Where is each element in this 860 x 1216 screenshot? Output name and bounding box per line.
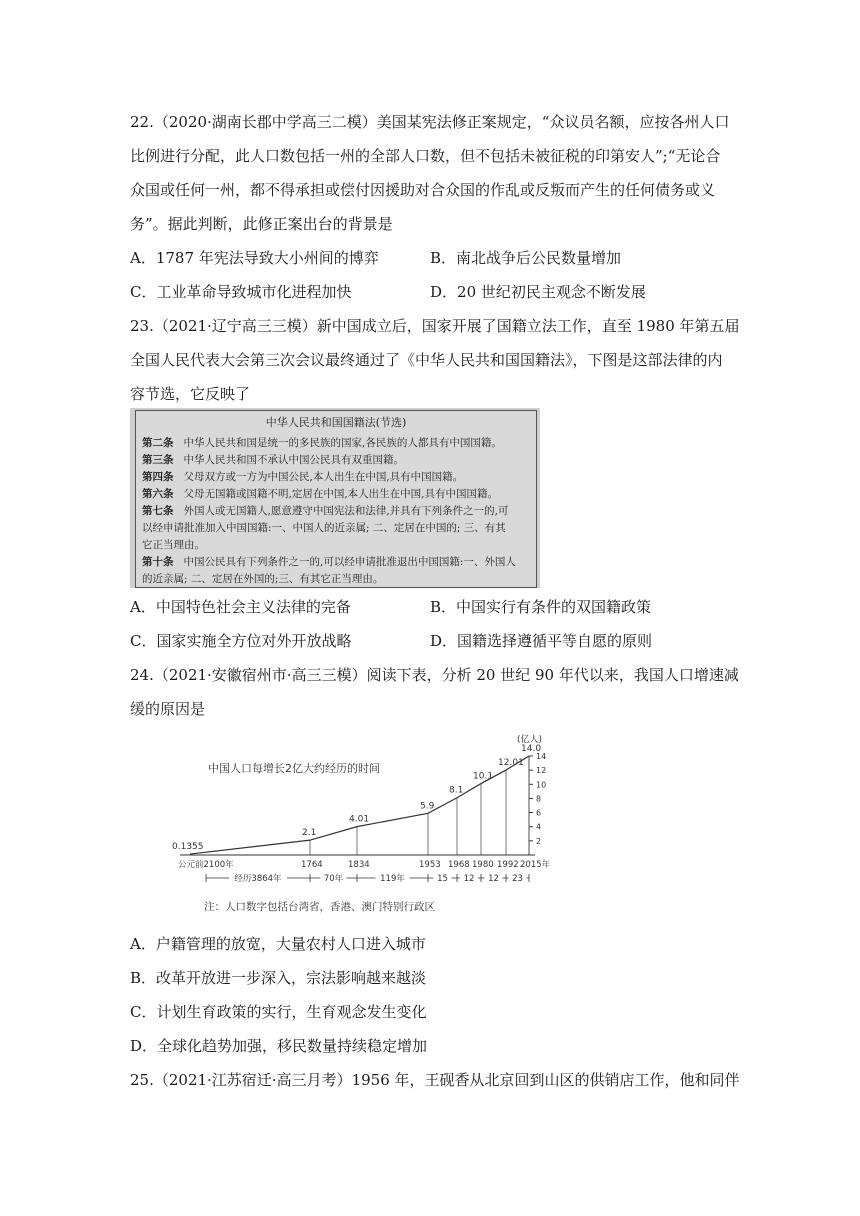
- interval-label: 经历3864年: [234, 874, 282, 884]
- q22-option-c: C．工业革命导致城市化进程加快: [130, 283, 352, 301]
- q23-option-c: C．国家实施全方位对外开放战略: [130, 632, 352, 650]
- excerpt-title: 中华人民共和国国籍法(节选): [265, 416, 407, 429]
- q24-option-a: A．户籍管理的放宽，大量农村人口进入城市: [130, 935, 426, 953]
- y-tick-label: 4: [536, 822, 542, 832]
- question-22-line-3: 众国或任何一州，都不得承担或偿付因援助对合众国的作乱或反叛而产生的任何债务或义: [130, 181, 716, 199]
- x-tick-label: 1968: [448, 860, 470, 870]
- question-24-line-2: 缓的原因是: [130, 700, 206, 718]
- interval-label: 12: [488, 874, 499, 884]
- interval-label: 23: [512, 874, 523, 884]
- q24-option-c: C．计划生育政策的实行，生育观念发生变化: [130, 1003, 427, 1021]
- chart-title: 中国人口每增长2亿大约经历的时间: [208, 762, 380, 775]
- data-value-label: 12.01: [498, 758, 524, 769]
- excerpt-row: 第四条 父母双方或一方为中国公民,本人出生在中国,具有中国国籍。: [142, 471, 464, 483]
- x-tick-label: 1992: [497, 860, 519, 870]
- y-tick-label: 8: [536, 794, 542, 804]
- q22-option-b: B．南北战争后公民数量增加: [430, 249, 622, 267]
- y-tick-label: 14: [536, 752, 547, 761]
- excerpt-row: 的近亲属; 二、定居在外国的;三、有其它正当理由。: [142, 573, 384, 585]
- data-value-label: 14.0: [521, 744, 542, 754]
- interval-label: 119年: [380, 874, 405, 884]
- q23-option-d: D．国籍选择遵循平等自愿的原则: [430, 632, 653, 650]
- population-growth-chart: [160, 732, 560, 922]
- x-tick-label: 1980: [472, 860, 494, 870]
- data-value-label: 4.01: [349, 814, 370, 825]
- excerpt-row: 第六条 父母无国籍或国籍不明,定居在中国,本人出生在中国,具有中国国籍。: [142, 488, 499, 500]
- x-tick-label: 公元前2100年: [178, 860, 234, 870]
- chart-unit-label: (亿人): [517, 735, 543, 745]
- x-tick-label: 1834: [348, 860, 370, 870]
- chart-note: 注：人口数字包括台湾省，香港、澳门特别行政区: [204, 901, 435, 913]
- y-tick-label: 6: [536, 808, 542, 818]
- excerpt-row: 第三条 中华人民共和国不承认中国公民具有双重国籍。: [142, 454, 404, 466]
- x-tick-label: 1953: [419, 860, 441, 870]
- excerpt-row: 第十条 中国公民具有下列条件之一的,可以经申请批准退出中国国籍:一、外国人: [142, 556, 516, 568]
- excerpt-row: 第二条 中华人民共和国是统一的多民族的国家,各民族的人都具有中国国籍。: [142, 437, 502, 449]
- data-value-label: 8.1: [449, 785, 464, 796]
- question-22-line-2: 比例进行分配，此人口数包括一州的全部人口数，但不包括未被征税的印第安人”;“无论合: [130, 147, 721, 165]
- question-23-line-3: 容节选，它反映了: [130, 385, 251, 403]
- question-22-line-1: 22.（2020·湖南长郡中学高三二模）美国某宪法修正案规定，“众议员名额，应按各州人口: [130, 113, 730, 131]
- excerpt-row: 以经申请批准加入中国国籍:一、中国人的近亲属; 二、定居在中国的; 三、有其: [142, 522, 506, 534]
- q23-option-b: B．中国实行有条件的双国籍政策: [430, 598, 652, 616]
- interval-label: 15: [437, 874, 448, 884]
- q22-option-d: D．20 世纪初民主观念不断发展: [430, 283, 646, 301]
- nationality-law-excerpt-image: [130, 408, 540, 588]
- interval-label: 12: [463, 874, 475, 884]
- question-23-line-2: 全国人民代表大会第三次会议最终通过了《中华人民共和国国籍法》，下图是这部法律的内: [130, 351, 723, 369]
- q24-option-d: D．全球化趋势加强，移民数量持续稳定增加: [130, 1037, 428, 1055]
- question-24-line-1: 24.（2021·安徽宿州市·高三三模）阅读下表，分析 20 世纪 90 年代以来，我国人口增速减: [130, 666, 739, 684]
- x-tick-label: 2015年: [520, 860, 551, 870]
- data-value-label: 10.1: [473, 771, 494, 782]
- q24-option-b: B．改革开放进一步深入，宗法影响越来越淡: [130, 969, 427, 987]
- excerpt-row: 第七条 外国人或无国籍人,愿意遵守中国宪法和法律,并具有下列条件之一的,可: [142, 505, 509, 517]
- y-tick-label: 10: [536, 780, 547, 790]
- x-tick-label: 1764: [301, 860, 323, 870]
- excerpt-frame: [135, 410, 537, 588]
- y-tick-label: 12: [536, 766, 547, 776]
- y-tick-label: 2: [536, 836, 542, 846]
- population-chart-svg: [160, 732, 560, 922]
- question-23-line-1: 23.（2021·辽宁高三三模）新中国成立后，国家开展了国籍立法工作，直至 1980 年第五届: [130, 317, 740, 335]
- q22-option-a: A．1787 年宪法导致大小州间的博弈: [130, 249, 379, 267]
- data-value-label: 5.9: [420, 801, 435, 812]
- question-25-line-1: 25.（2021·江苏宿迁·高三月考）1956 年，王砚香从北京回到山区的供销店工作，他和同伴: [130, 1071, 740, 1089]
- question-22-line-4: 务”。据此判断，此修正案出台的背景是: [130, 215, 393, 233]
- interval-label: 70年: [323, 874, 344, 884]
- data-value-label: 0.1355: [172, 842, 204, 853]
- q23-option-a: A．中国特色社会主义法律的完备: [130, 598, 351, 616]
- excerpt-row: 它正当理由。: [142, 539, 205, 551]
- data-value-label: 2.1: [302, 828, 317, 839]
